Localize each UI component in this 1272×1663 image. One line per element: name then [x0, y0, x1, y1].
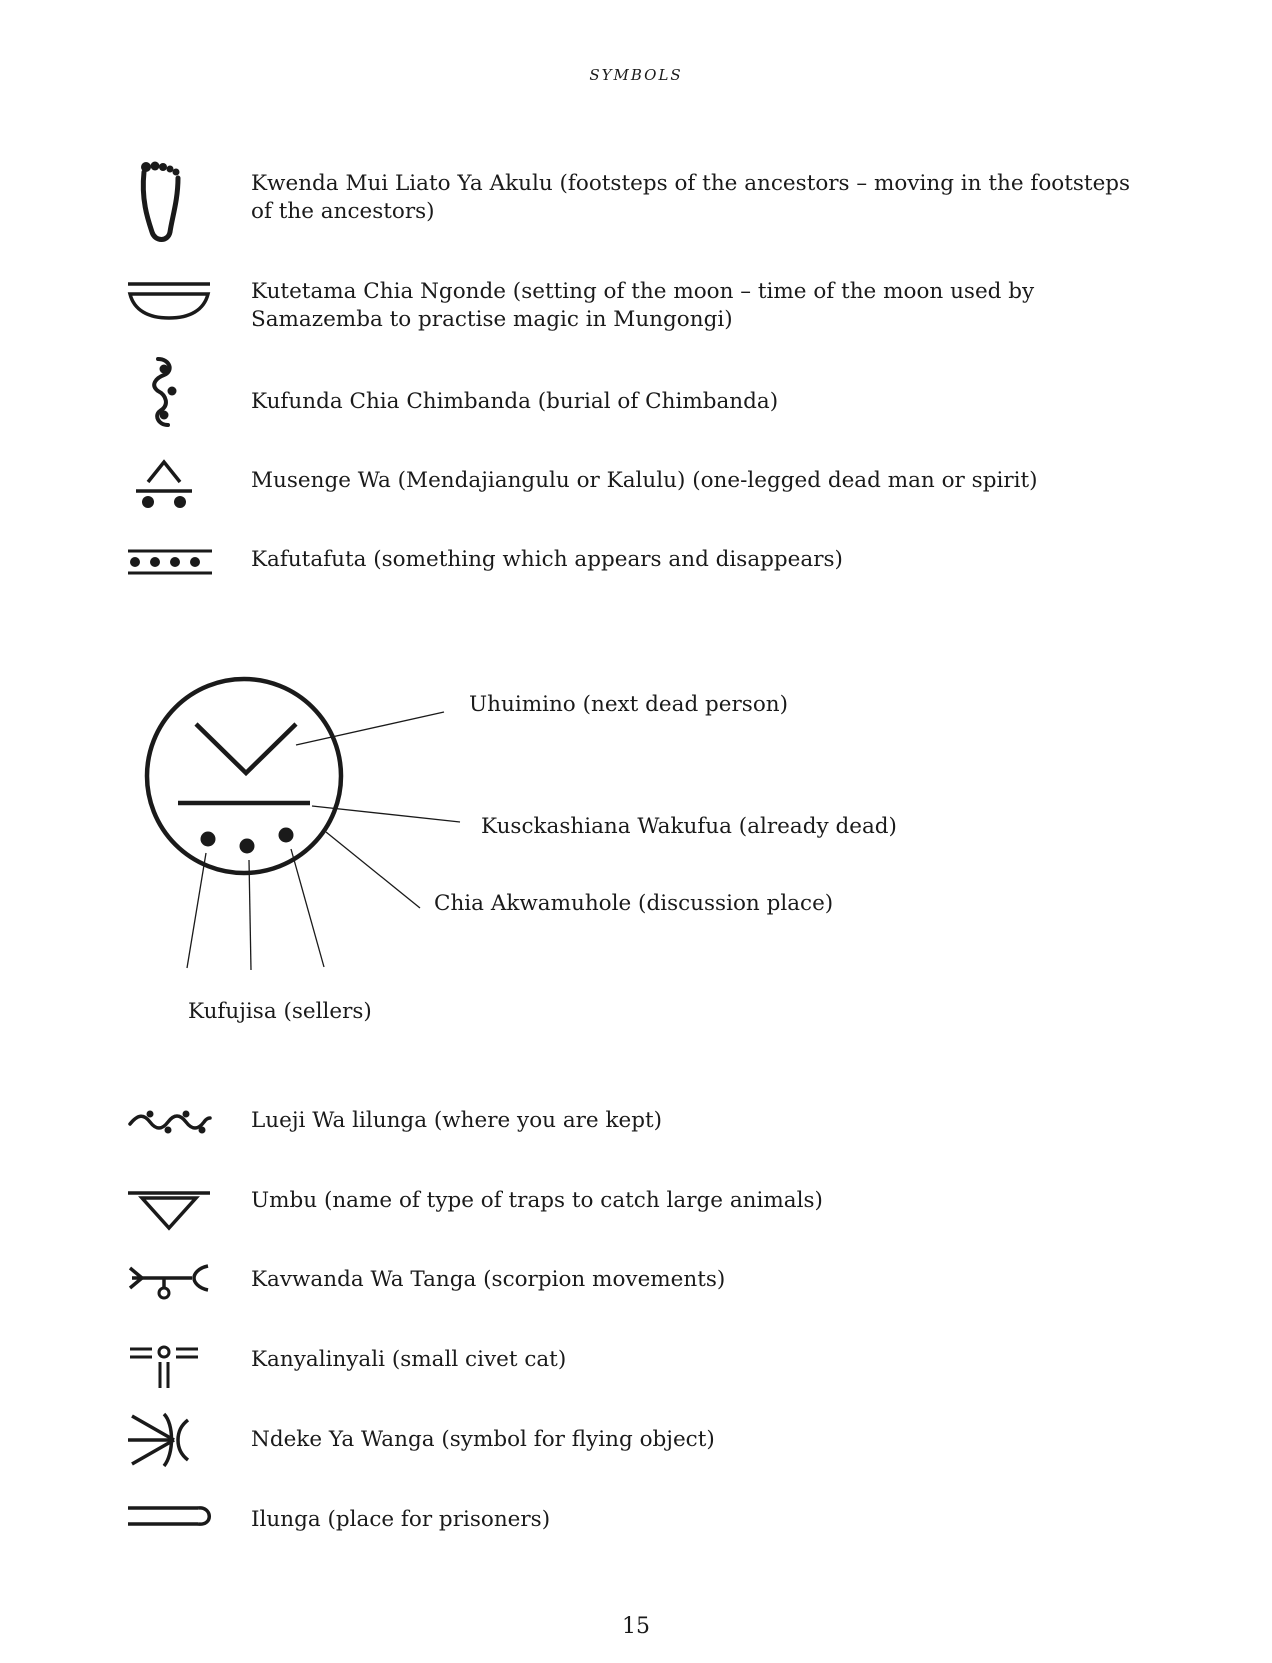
running-head: SYMBOLS: [589, 66, 683, 84]
diagram-label-already-dead: Kusckashiana Wakufua (already dead): [481, 814, 897, 839]
civet-cat-icon: [128, 1342, 212, 1392]
kept-place-icon: [128, 1108, 212, 1138]
setting-moon-icon: [128, 280, 212, 320]
symbol-description: Musenge Wa (Mendajiangulu or Kalulu) (one-legged dead man or spirit): [251, 468, 1038, 493]
leader-line: [249, 860, 251, 970]
symbol-description: Kafutafuta (something which appears and disappears): [251, 547, 843, 572]
diagram-label-discussion: Chia Akwamuhole (discussion place): [434, 891, 834, 916]
diagram-circle: [147, 679, 341, 873]
symbol-description: Ndeke Ya Wanga (symbol for flying object): [251, 1427, 715, 1452]
trap-icon: [128, 1190, 212, 1230]
leader-line: [312, 806, 460, 822]
symbol-description: Ilunga (place for prisoners): [251, 1507, 551, 1532]
diagram-dot: [279, 828, 294, 843]
symbol-description: Kwenda Mui Liato Ya Akulu (footsteps of the ancestors – moving in the footsteps of the ancestors): [251, 171, 1131, 224]
symbol-description: Kanyalinyali (small civet cat): [251, 1347, 567, 1372]
symbol-description: Kavwanda Wa Tanga (scorpion movements): [251, 1267, 726, 1292]
leader-line: [291, 849, 324, 967]
diagram-dot: [240, 839, 255, 854]
diagram-chevron: [196, 724, 296, 773]
symbol-description: Kutetama Chia Ngonde (setting of the moon – time of the moon used by Samazemba to practise magic in Mungongi): [251, 279, 1035, 332]
symbol-description: Umbu (name of type of traps to catch large animals): [251, 1188, 823, 1213]
leader-line: [296, 712, 444, 745]
page-number: 15: [622, 1614, 650, 1639]
diagram-label-next-dead: Uhuimino (next dead person): [469, 692, 789, 717]
leader-line: [187, 853, 206, 968]
appear-disappear-icon: [128, 548, 212, 578]
one-legged-spirit-icon: [128, 458, 212, 508]
symbol-description: Kufunda Chia Chimbanda (burial of Chimbanda): [251, 389, 779, 414]
prison-icon: [128, 1502, 212, 1532]
footprint-icon: [128, 160, 212, 250]
leader-line: [326, 832, 420, 908]
diagram-label-sellers: Kufujisa (sellers): [188, 999, 372, 1024]
diagram-dot: [201, 832, 216, 847]
scorpion-icon: [128, 1262, 212, 1302]
burial-icon: [128, 355, 212, 431]
symbol-description: Lueji Wa lilunga (where you are kept): [251, 1108, 663, 1133]
flying-object-icon: [128, 1410, 212, 1468]
